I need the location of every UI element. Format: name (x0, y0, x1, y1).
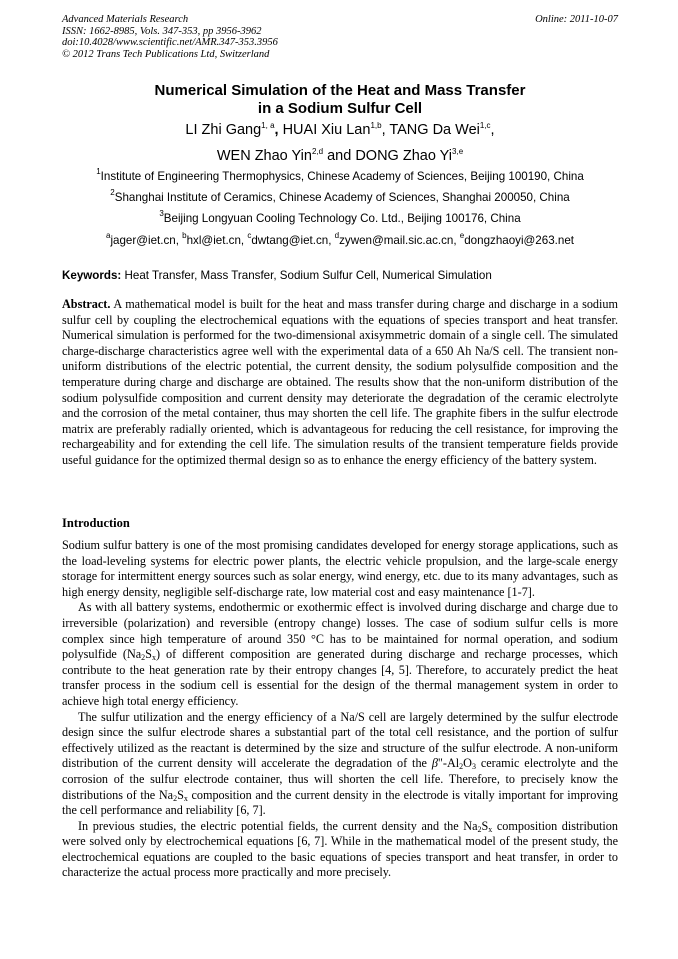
email-marker: d (334, 231, 340, 240)
journal-name: Advanced Materials Research (62, 14, 189, 25)
subscript: x (183, 793, 188, 803)
author-separator: , (274, 122, 283, 138)
keywords-label: Keywords: (62, 269, 122, 282)
affiliation-text: Institute of Engineering Thermophysics, Chinese Academy of Sciences, Beijing 100190, China (100, 170, 584, 183)
intro-paragraph-1: Sodium sulfur battery is one of the most promising candidates developed for energy storage applications, such as the load-leveling systems for electric power plants, the electric vehicle propulsion, and the large-scale energy storage for intermittent energy sources such as solar energy, wind energy, etc. due to its many advantages, such as high energy density, negligible self-discharge rate, low material cost and easy maintenance [1-7]. (62, 538, 618, 599)
author-name: TANG Da Wei (389, 122, 480, 138)
email-marker: e (459, 231, 465, 240)
subscript: 2 (141, 653, 146, 663)
subscript: x (151, 653, 156, 663)
paragraph-text: O (463, 756, 472, 771)
subscript: 2 (459, 762, 464, 772)
email-marker: b (182, 231, 187, 240)
author-separator: and (323, 148, 356, 164)
paragraph-text: composition and the current density in the electrode is vitally important for improving the cell performance and reliability [6, 7]. (62, 787, 618, 818)
author-line-2 (62, 143, 618, 169)
affiliation-2 (62, 188, 618, 205)
paragraph-text: S (145, 647, 152, 662)
email-line (62, 231, 618, 248)
keywords-text: Heat Transfer, Mass Transfer, Sodium Sulfur Cell, Numerical Simulation (121, 269, 492, 282)
author-list (62, 117, 618, 169)
email-marker: c (247, 231, 252, 240)
email-address: dongzhaoyi@263.net (464, 234, 574, 247)
keywords-block (62, 269, 618, 283)
paragraph-text: "-Al (437, 756, 460, 771)
journal-header (62, 14, 618, 60)
online-date: Online: 2011-10-07 (535, 14, 618, 25)
email-address: hxl@iet.cn, (186, 234, 248, 247)
author-separator: , (381, 122, 390, 138)
title-line-1: Numerical Simulation of the Heat and Mass Transfer (154, 82, 526, 99)
introduction-heading: Introduction (62, 516, 130, 530)
abstract-text: A mathematical model is built for the heat and mass transfer during charge and discharge in a sodium sulfur cell by coupling the electrochemical equations with the equations of species transport and heat transfer. Numerical simulation is performed for the two-dimensional axisymmetric domain of a single cell. The simulated charge-discharge characteristics agree well with the experimental data of a 650 Ah Na/S cell. The transient non-uniform distributions of the electric potential, the current density, the sodium polysulfide composition and the temperature during charge and discharge are obtained. The results show that the non-uniform distribution of the sodium polysulfide composition and current density may deteriorate the degradation of the ceramic electrolyte and the corrosion of the metal container, thus may shorten the cell life. The graphite fibers in the sulfur electrode matrix are preferably radially oriented, which is advantageous for reducing the cell resistance, for improving the rechargeability and for extending the cell life. The simulation results of the transient temperature fields provide useful guidance for the optimized thermal design so as to enhance the energy efficiency of the battery system. (62, 297, 618, 467)
author-superscript: 3,e (452, 147, 464, 156)
abstract-label: Abstract. (62, 297, 111, 311)
email-marker: a (106, 231, 111, 240)
subscript: x (488, 824, 493, 834)
author-name: LI Zhi Gang (185, 122, 262, 138)
affiliation-1 (62, 167, 618, 184)
paragraph-text: S (177, 787, 184, 802)
author-superscript: 1, a (261, 121, 275, 130)
introduction-body (62, 538, 618, 881)
paragraph-text: In previous studies, the electric potential fields, the current density and the Na (78, 818, 478, 833)
abstract-paragraph (62, 297, 618, 469)
beta-symbol: β (431, 756, 438, 771)
affiliation-3 (62, 209, 618, 226)
subscript: 3 (471, 762, 476, 772)
paragraph-text: ) of different composition are generated during discharge and recharge processes, which contribute to the heat generation rate by their entropy changes [4, 5]. Therefore, to accurately predict the heat transfer process in the sodium cell is essential for the design of the thermal management system in order to achieve high total energy efficiency. (62, 647, 619, 708)
subscript: 2 (173, 793, 178, 803)
intro-paragraph-2 (62, 600, 618, 709)
paper-title (62, 82, 618, 118)
paragraph-text: The sulfur utilization and the energy efficiency of a Na/S cell are largely determined by the sulfur electrode design since the sulfur electrode shares a substantial part of the total cell resistance, and the portion of sulfur effectively utilized as the reactant is determined by the size and structure of the sulfur electrode. A non-uniform distribution of the current density will accelerate the degradation of the (62, 709, 618, 771)
intro-paragraph-4 (62, 819, 618, 881)
paragraph-text: As with all battery systems, endothermic or exothermic effect is involved during discharge and charge due to irreversible (polarization) and reversible (entropy change) losses. The case of sodium sulfur cells is more complex since high temperature of around 350 °C has to be maintained for normal operation, and sodium polysulfide (Na (62, 600, 618, 662)
affiliation-marker: 2 (110, 188, 115, 197)
author-line-1 (62, 117, 618, 143)
author-superscript: 1,b (370, 121, 382, 130)
issn-line: ISSN: 1662-8985, Vols. 347-353, pp 3956-3962 (62, 25, 262, 37)
paragraph-text: ceramic electrolyte and the corrosion of the sulfur electrode container, thus will shorten the cell life. Therefore, to precisely know the distributions of the Na (62, 756, 618, 802)
author-name: DONG Zhao Yi (355, 148, 453, 164)
abstract-block (62, 297, 618, 469)
author-superscript: 2,d (311, 147, 324, 156)
author-name: HUAI Xiu Lan (282, 122, 371, 138)
title-line-2: in a Sodium Sulfur Cell (257, 100, 423, 117)
affiliation-text: Beijing Longyuan Cooling Technology Co. Ltd., Beijing 100176, China (163, 212, 521, 225)
affiliation-marker: 1 (96, 167, 101, 176)
affiliation-text: Shanghai Institute of Ceramics, Chinese Academy of Sciences, Shanghai 200050, China (114, 191, 570, 204)
author-superscript: 1,c (479, 121, 491, 130)
intro-paragraph-3 (62, 710, 618, 819)
author-separator: , (490, 122, 495, 138)
copyright-line: © 2012 Trans Tech Publications Ltd, Switzerland (62, 48, 270, 60)
author-name: WEN Zhao Yin (216, 148, 312, 164)
email-address: dwtang@iet.cn, (251, 234, 335, 247)
doi-line: doi:10.4028/www.scientific.net/AMR.347-353.3956 (62, 37, 278, 48)
email-address: jager@iet.cn, (110, 234, 183, 247)
affiliation-marker: 3 (159, 209, 164, 218)
subscript: 2 (477, 824, 482, 834)
paragraph-text: composition distribution were solved only by electrochemical equations [6, 7]. While in the mathematical model of the present study, the electrochemical equations are coupled to the basic equations of species transport and heat transfer, in order to characterize the actual process more practically and more precisely. (62, 818, 618, 880)
paragraph-text: S (481, 818, 489, 833)
email-address: zywen@mail.sic.ac.cn, (339, 234, 460, 247)
